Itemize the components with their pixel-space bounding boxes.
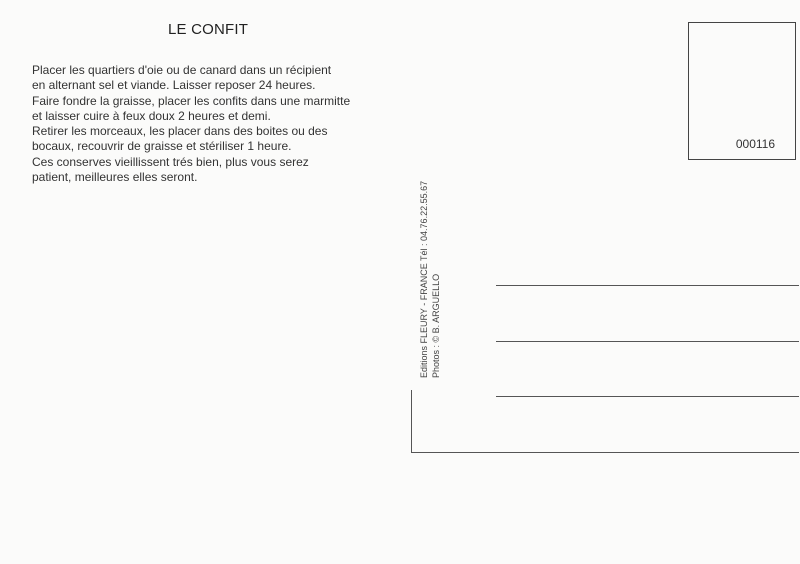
- address-line: [496, 341, 799, 342]
- recipe-line: en alternant sel et viande. Laisser reposer 24 heures.: [32, 78, 316, 93]
- recipe-line: Ces conserves vieillissent trés bien, plus vous serez: [32, 154, 309, 169]
- recipe-line: Placer les quartiers d'oie ou de canard dans un récipient: [32, 63, 332, 77]
- frame-vertical-line: [411, 390, 412, 453]
- address-line: [496, 285, 799, 286]
- address-line: [496, 396, 799, 397]
- recipe-line: Retirer les morceaux, les placer dans des boites ou des: [32, 124, 328, 139]
- recipe-line: Faire fondre la graisse, placer les confits dans une marmitte: [32, 93, 351, 108]
- publisher-credit: [418, 118, 442, 378]
- stamp-box: [688, 22, 796, 160]
- recipe-line: patient, meilleures elles seront.: [32, 170, 198, 185]
- frame-horizontal-line: [411, 452, 799, 453]
- stamp-code: 000116: [735, 137, 775, 151]
- photo-credit: Photos : © B. ARGUELLO: [431, 273, 441, 378]
- postcard-title: LE CONFIT: [168, 21, 249, 38]
- recipe-line: et laisser cuire à feux doux 2 heures et demi.: [32, 108, 271, 123]
- recipe-text: [32, 63, 412, 185]
- publisher-line: Editions FLEURY - FRANCE Tél : 04.76.22.55.67: [419, 180, 429, 378]
- recipe-line: bocaux, recouvrir de graisse et stériliser 1 heure.: [32, 139, 292, 154]
